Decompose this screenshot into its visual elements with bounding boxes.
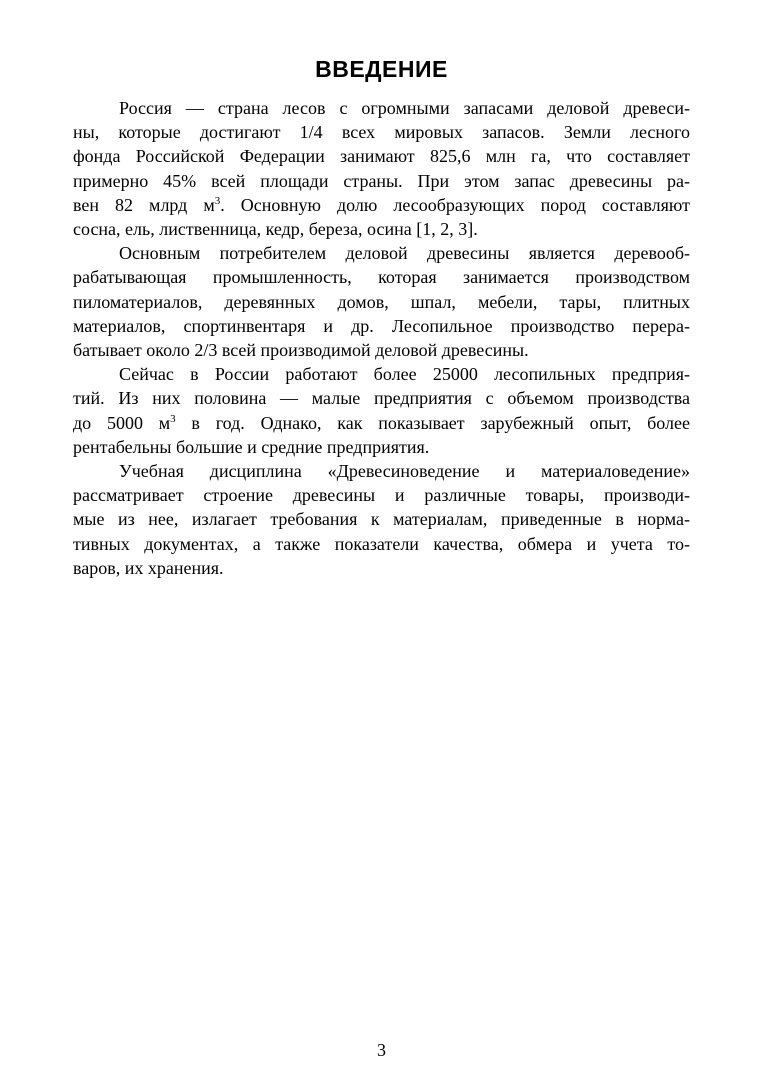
text-line: Учебная дисциплина «Древесиноведение и материаловедение» bbox=[119, 461, 690, 482]
text-line: фонда Российской Федерации занимают 825,6 млн га, что составляет bbox=[73, 146, 690, 167]
page-title: ВВЕДЕНИЕ bbox=[315, 56, 448, 82]
text-line: батывает около 2/3 всей производимой деловой древесины. bbox=[73, 340, 529, 361]
paragraph-3 bbox=[73, 362, 690, 459]
text-line: пиломатериалов, деревянных домов, шпал, мебели, тары, плитных bbox=[73, 291, 690, 312]
document-body bbox=[73, 96, 690, 580]
superscript: 3 bbox=[214, 194, 221, 207]
text-line: материалов, спортинвентаря и др. Лесопильное производство перера- bbox=[73, 315, 690, 336]
text-fragment: . Основную долю лесообразующих пород составляют bbox=[220, 194, 691, 215]
text-line: Сейчас в России работают более 25000 лесопильных предприя- bbox=[119, 364, 690, 385]
superscript: 3 bbox=[170, 412, 176, 425]
text-line: рассматривает строение древесины и различные товары, производи- bbox=[73, 485, 690, 506]
text-line bbox=[73, 193, 690, 217]
text-fragment: в год. Однако, как показывает зарубежный опыт, более bbox=[175, 412, 690, 433]
text-line: тивных документах, а также показатели качества, обмера и учета то- bbox=[73, 533, 690, 554]
text-line: сосна, ель, лиственница, кедр, береза, осина [1, 2, 3]. bbox=[73, 219, 478, 240]
paragraph-4 bbox=[73, 459, 690, 580]
text-line: рентабельны большие и средние предприятия. bbox=[73, 436, 430, 457]
text-fragment: вен 82 млрд м bbox=[73, 194, 215, 215]
text-line: Основным потребителем деловой древесины является деревооб- bbox=[119, 243, 690, 264]
paragraph-2 bbox=[73, 241, 690, 362]
paragraph-1 bbox=[73, 96, 690, 241]
text-line: рабатывающая промышленность, которая занимается производством bbox=[73, 267, 690, 288]
text-line: тий. Из них половина — малые предприятия с объемом производства bbox=[73, 388, 690, 409]
text-line: Россия — страна лесов с огромными запасами деловой древеси- bbox=[119, 98, 690, 118]
text-line: примерно 45% всей площади страны. При этом запас древесины ра- bbox=[73, 170, 690, 191]
text-fragment: до 5000 м bbox=[73, 412, 171, 433]
text-line: варов, их хранения. bbox=[73, 557, 224, 578]
text-line: мые из нее, излагает требования к материалам, приведенные в норма- bbox=[73, 509, 690, 530]
text-line: ны, которые достигают 1/4 всех мировых запасов. Земли лесного bbox=[73, 122, 690, 143]
page-number: 3 bbox=[377, 1040, 386, 1060]
text-line bbox=[73, 411, 690, 435]
